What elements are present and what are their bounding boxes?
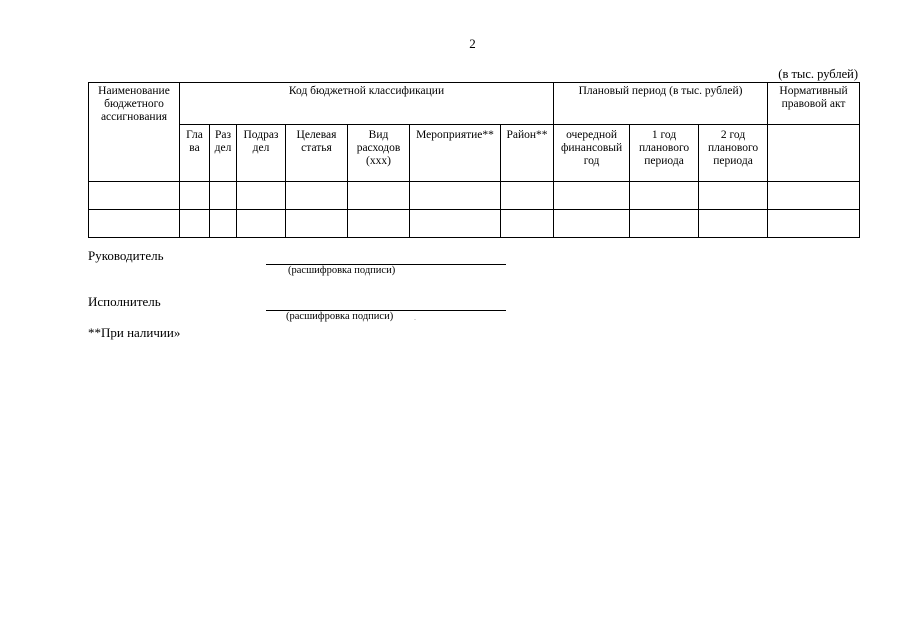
table-cell	[768, 210, 860, 238]
table-cell	[348, 210, 410, 238]
header-current-year: очередной финансовый год	[554, 125, 630, 182]
table-cell	[410, 210, 501, 238]
table-cell	[554, 182, 630, 210]
header-year-1: 1 год планового периода	[630, 125, 699, 182]
footnote: **При наличии»	[88, 325, 181, 340]
header-section: Раз дел	[210, 125, 237, 182]
table-cell	[210, 182, 237, 210]
table-cell	[237, 182, 286, 210]
header-planning-period: Плановый период (в тыс. рублей)	[554, 83, 768, 125]
table-cell	[699, 210, 768, 238]
header-year-2: 2 год планового периода	[699, 125, 768, 182]
header-event: Мероприятие**	[410, 125, 501, 182]
table-row	[89, 182, 860, 210]
head-signature-caption: (расшифровка подписи)	[288, 265, 396, 276]
header-budget-allocation-name: Наименование бюджетного ассигнования	[89, 83, 180, 182]
scan-speck: .	[414, 313, 416, 322]
table-cell	[410, 182, 501, 210]
header-legal-act-blank	[768, 125, 860, 182]
table-cell	[180, 210, 210, 238]
header-district: Район**	[501, 125, 554, 182]
table-cell	[89, 182, 180, 210]
table-cell	[210, 210, 237, 238]
table-cell	[501, 210, 554, 238]
head-label: Руководитель	[88, 248, 164, 263]
table-cell	[89, 210, 180, 238]
units-note: (в тыс. рублей)	[778, 67, 858, 81]
header-chapter: Гла ва	[180, 125, 210, 182]
table-cell	[554, 210, 630, 238]
table-cell	[768, 182, 860, 210]
header-budget-classification-code: Код бюджетной классификации	[180, 83, 554, 125]
table-cell	[286, 182, 348, 210]
header-target-article: Целевая статья	[286, 125, 348, 182]
table-cell	[348, 182, 410, 210]
header-subsection: Подраз дел	[237, 125, 286, 182]
table-cell	[630, 182, 699, 210]
page-number: 2	[469, 36, 476, 51]
executor-signature-caption: (расшифровка подписи)	[286, 311, 394, 322]
header-expense-type: Вид расходов (ххх)	[348, 125, 410, 182]
table-cell	[180, 182, 210, 210]
executor-label: Исполнитель	[88, 294, 161, 309]
table-cell	[501, 182, 554, 210]
table-row	[89, 210, 860, 238]
table-cell	[286, 210, 348, 238]
table-cell	[237, 210, 286, 238]
header-legal-act: Нормативный правовой акт	[768, 83, 860, 125]
budget-table	[88, 82, 860, 238]
table-cell	[699, 182, 768, 210]
table-cell	[630, 210, 699, 238]
